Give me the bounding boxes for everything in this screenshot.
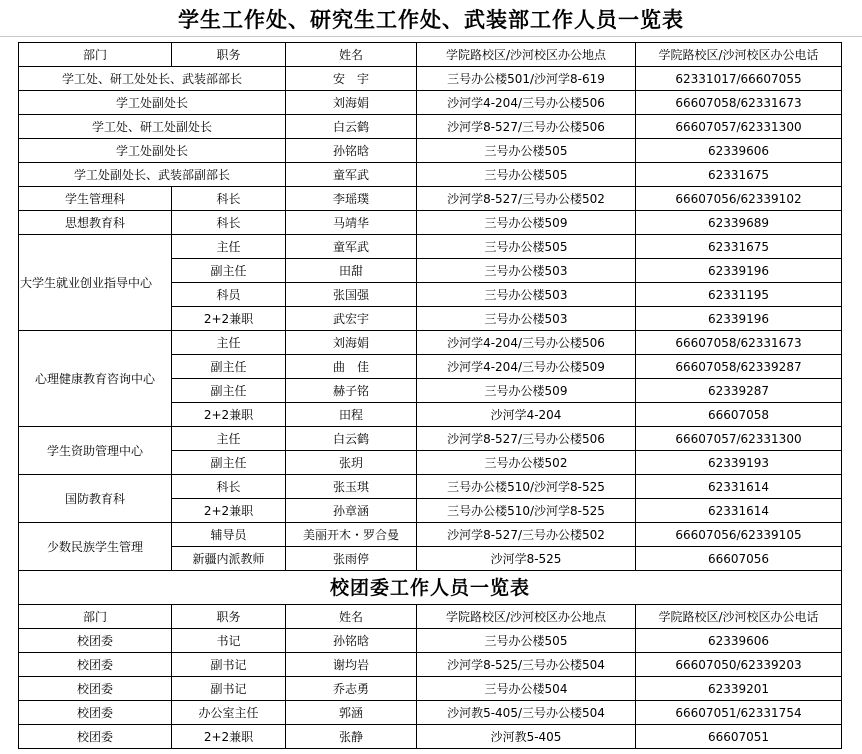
section2-header-row <box>19 605 842 629</box>
dept-cell: 学工处、研工处副处长 <box>19 115 286 139</box>
office-cell: 三号办公楼505 <box>417 235 636 259</box>
office-cell: 三号办公楼510/沙河学8-525 <box>417 475 636 499</box>
office-cell: 沙河学8-527/三号办公楼502 <box>417 187 636 211</box>
name-cell: 孙铭晗 <box>286 139 417 163</box>
phone-cell: 66607056/62339102 <box>636 187 842 211</box>
header-name: 姓名 <box>286 43 417 67</box>
phone-cell: 62339196 <box>636 259 842 283</box>
office-cell: 三号办公楼509 <box>417 211 636 235</box>
phone-cell: 62339201 <box>636 677 842 701</box>
name-cell: 谢均岩 <box>286 653 417 677</box>
phone-cell: 66607050/62339203 <box>636 653 842 677</box>
phone-cell: 66607051 <box>636 725 842 749</box>
role-cell: 副主任 <box>172 259 286 283</box>
office-cell: 三号办公楼505 <box>417 163 636 187</box>
phone-cell: 62339196 <box>636 307 842 331</box>
office-cell: 沙河学8-527/三号办公楼502 <box>417 523 636 547</box>
dept-cell: 校团委 <box>19 701 172 725</box>
office-cell: 三号办公楼505 <box>417 629 636 653</box>
name-cell: 美丽开木・罗合曼 <box>286 523 417 547</box>
table-row <box>19 653 842 677</box>
header-office: 学院路校区/沙河校区办公地点 <box>417 43 636 67</box>
phone-cell: 62339606 <box>636 139 842 163</box>
header-dept: 部门 <box>19 43 172 67</box>
dept-group-cell: 国防教育科 <box>19 475 172 523</box>
name-cell: 刘海娟 <box>286 91 417 115</box>
name-cell: 曲 佳 <box>286 355 417 379</box>
dept-group-cell: 大学生就业创业指导中心 <box>19 235 172 331</box>
role-cell: 主任 <box>172 235 286 259</box>
phone-cell: 62331195 <box>636 283 842 307</box>
dept-cell: 思想教育科 <box>19 211 172 235</box>
name-cell: 张国强 <box>286 283 417 307</box>
role-cell: 科长 <box>172 187 286 211</box>
name-cell: 张静 <box>286 725 417 749</box>
table-row <box>19 725 842 749</box>
office-cell: 沙河学8-525/三号办公楼504 <box>417 653 636 677</box>
office-cell: 沙河学4-204/三号办公楼509 <box>417 355 636 379</box>
office-cell: 沙河学4-204/三号办公楼506 <box>417 91 636 115</box>
phone-cell: 62331614 <box>636 475 842 499</box>
header-dept: 部门 <box>19 605 172 629</box>
dept-cell: 学工处副处长 <box>19 91 286 115</box>
dept-cell: 学工处副处长 <box>19 139 286 163</box>
phone-cell: 66607051/62331754 <box>636 701 842 725</box>
office-cell: 三号办公楼502 <box>417 451 636 475</box>
table-row <box>19 629 842 653</box>
section1-header-row <box>19 43 842 67</box>
dept-group-cell: 心理健康教育咨询中心 <box>19 331 172 427</box>
role-cell: 副书记 <box>172 653 286 677</box>
phone-cell: 62331017/66607055 <box>636 67 842 91</box>
title-area <box>0 0 862 40</box>
phone-cell: 66607057/62331300 <box>636 115 842 139</box>
name-cell: 孙章涵 <box>286 499 417 523</box>
dept-cell: 学工处副处长、武装部副部长 <box>19 163 286 187</box>
header-role: 职务 <box>172 605 286 629</box>
header-office: 学院路校区/沙河校区办公地点 <box>417 605 636 629</box>
header-name: 姓名 <box>286 605 417 629</box>
office-cell: 三号办公楼503 <box>417 307 636 331</box>
dept-cell: 校团委 <box>19 629 172 653</box>
name-cell: 田程 <box>286 403 417 427</box>
office-cell: 沙河教5-405/三号办公楼504 <box>417 701 636 725</box>
staff-table-body <box>19 43 842 749</box>
dept-cell: 学生管理科 <box>19 187 172 211</box>
office-cell: 沙河教5-405 <box>417 725 636 749</box>
role-cell: 副书记 <box>172 677 286 701</box>
office-cell: 三号办公楼509 <box>417 379 636 403</box>
office-cell: 三号办公楼503 <box>417 283 636 307</box>
role-cell: 辅导员 <box>172 523 286 547</box>
table-row <box>19 187 842 211</box>
table-row <box>19 427 842 451</box>
role-cell: 副主任 <box>172 379 286 403</box>
role-cell: 科员 <box>172 283 286 307</box>
phone-cell: 62331614 <box>636 499 842 523</box>
name-cell: 童军武 <box>286 235 417 259</box>
phone-cell: 62339606 <box>636 629 842 653</box>
role-cell: 科长 <box>172 475 286 499</box>
name-cell: 孙铭晗 <box>286 629 417 653</box>
office-cell: 沙河学4-204 <box>417 403 636 427</box>
phone-cell: 66607057/62331300 <box>636 427 842 451</box>
role-cell: 副主任 <box>172 451 286 475</box>
table-row <box>19 235 842 259</box>
office-cell: 三号办公楼501/沙河学8-619 <box>417 67 636 91</box>
dept-group-cell: 学生资助管理中心 <box>19 427 172 475</box>
dept-cell: 学工处、研工处处长、武装部部长 <box>19 67 286 91</box>
title-divider <box>0 36 862 37</box>
role-cell: 主任 <box>172 427 286 451</box>
name-cell: 张玥 <box>286 451 417 475</box>
name-cell: 刘海娟 <box>286 331 417 355</box>
role-cell: 科长 <box>172 211 286 235</box>
name-cell: 张雨停 <box>286 547 417 571</box>
role-cell: 书记 <box>172 629 286 653</box>
phone-cell: 66607058 <box>636 403 842 427</box>
table-row <box>19 139 842 163</box>
name-cell: 童军武 <box>286 163 417 187</box>
section-title-row <box>19 571 842 605</box>
page-title: 学生工作处、研究生工作处、武装部工作人员一览表 <box>178 8 684 32</box>
dept-group-cell: 少数民族学生管理 <box>19 523 172 571</box>
section-title: 校团委工作人员一览表 <box>19 571 842 605</box>
office-cell: 沙河学8-527/三号办公楼506 <box>417 427 636 451</box>
role-cell: 2+2兼职 <box>172 403 286 427</box>
office-cell: 沙河学8-527/三号办公楼506 <box>417 115 636 139</box>
role-cell: 2+2兼职 <box>172 499 286 523</box>
table-row <box>19 163 842 187</box>
office-cell: 沙河学4-204/三号办公楼506 <box>417 331 636 355</box>
phone-cell: 66607056/62339105 <box>636 523 842 547</box>
table-row <box>19 701 842 725</box>
dept-cell: 校团委 <box>19 677 172 701</box>
phone-cell: 66607056 <box>636 547 842 571</box>
office-cell: 三号办公楼510/沙河学8-525 <box>417 499 636 523</box>
name-cell: 白云鹤 <box>286 115 417 139</box>
table-row <box>19 475 842 499</box>
name-cell: 白云鹤 <box>286 427 417 451</box>
role-cell: 2+2兼职 <box>172 307 286 331</box>
table-row <box>19 523 842 547</box>
name-cell: 乔志勇 <box>286 677 417 701</box>
office-cell: 沙河学8-525 <box>417 547 636 571</box>
phone-cell: 66607058/62331673 <box>636 91 842 115</box>
phone-cell: 62331675 <box>636 163 842 187</box>
header-phone: 学院路校区/沙河校区办公电话 <box>636 43 842 67</box>
office-cell: 三号办公楼505 <box>417 139 636 163</box>
name-cell: 张玉琪 <box>286 475 417 499</box>
table-row <box>19 115 842 139</box>
office-cell: 三号办公楼504 <box>417 677 636 701</box>
phone-cell: 62331675 <box>636 235 842 259</box>
phone-cell: 62339689 <box>636 211 842 235</box>
office-cell: 三号办公楼503 <box>417 259 636 283</box>
table-row <box>19 91 842 115</box>
name-cell: 安 宇 <box>286 67 417 91</box>
dept-cell: 校团委 <box>19 725 172 749</box>
phone-cell: 66607058/62331673 <box>636 331 842 355</box>
role-cell: 新疆内派教师 <box>172 547 286 571</box>
name-cell: 马靖华 <box>286 211 417 235</box>
header-phone: 学院路校区/沙河校区办公电话 <box>636 605 842 629</box>
dept-cell: 校团委 <box>19 653 172 677</box>
phone-cell: 66607058/62339287 <box>636 355 842 379</box>
header-role: 职务 <box>172 43 286 67</box>
phone-cell: 62339287 <box>636 379 842 403</box>
role-cell: 主任 <box>172 331 286 355</box>
phone-cell: 62339193 <box>636 451 842 475</box>
table-row <box>19 677 842 701</box>
role-cell: 办公室主任 <box>172 701 286 725</box>
name-cell: 李瑶璞 <box>286 187 417 211</box>
name-cell: 武宏宇 <box>286 307 417 331</box>
staff-table <box>18 42 842 749</box>
name-cell: 田甜 <box>286 259 417 283</box>
role-cell: 2+2兼职 <box>172 725 286 749</box>
table-row <box>19 211 842 235</box>
table-row <box>19 331 842 355</box>
name-cell: 赫子铭 <box>286 379 417 403</box>
table-row <box>19 67 842 91</box>
role-cell: 副主任 <box>172 355 286 379</box>
name-cell: 郭涵 <box>286 701 417 725</box>
